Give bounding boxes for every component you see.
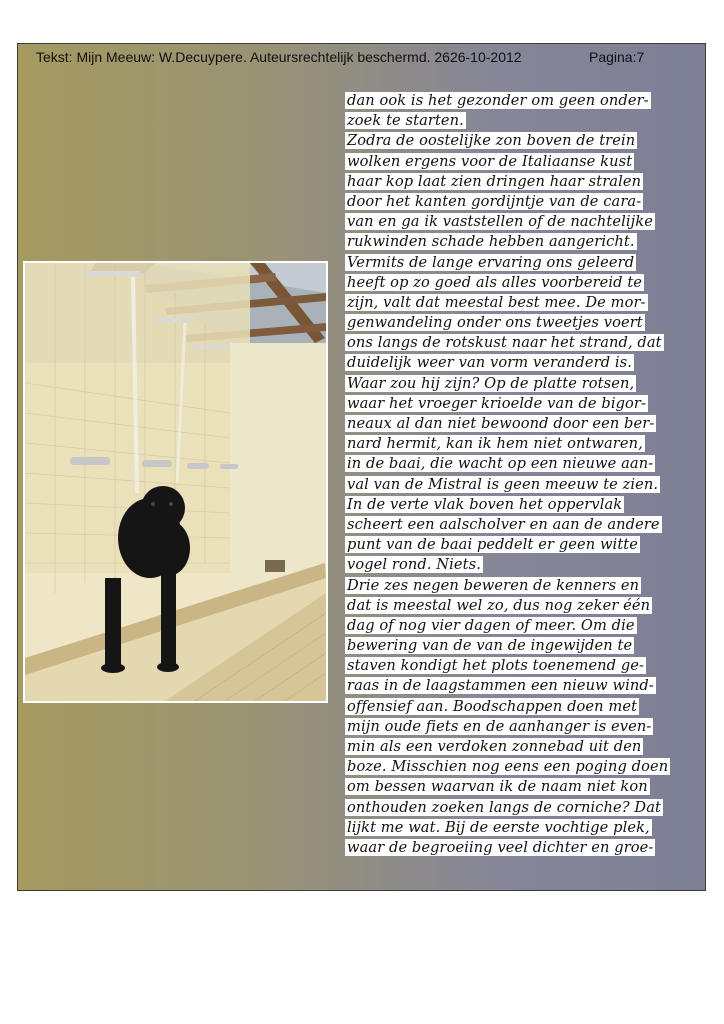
text-line: In de verte vlak boven het oppervlak <box>347 495 623 513</box>
text-line: waar het vroeger krioelde van de bigor- <box>347 394 647 412</box>
text-line: genwandeling onder ons tweetjes voert <box>347 314 643 332</box>
text-line: duidelijk weer van vorm veranderd is. <box>347 354 632 372</box>
text-line: Vermits de lange ervaring ons geleerd <box>347 253 635 271</box>
text-line: Zodra de oostelijke zon boven de trein <box>347 132 636 150</box>
text-line: dag of nog vier dagen of meer. Om die <box>347 616 635 634</box>
text-line: haar kop laat zien dringen haar stralen <box>347 172 642 190</box>
text-line: bewering van de van de ingewijden te <box>347 637 633 655</box>
text-line: boze. Misschien nog eens een poging doen <box>347 758 669 776</box>
text-line: om bessen waarvan ik de naam niet kon <box>347 778 648 796</box>
text-line: punt van de baai peddelt er geen witte <box>347 536 638 554</box>
text-line: neaux al dan niet bewoond door een ber- <box>347 415 655 432</box>
text-line: ons langs de rotskust naar het strand, dat <box>347 334 662 352</box>
text-line: nard hermit, kan ik hem niet ontwaren, <box>347 435 643 453</box>
text-line: van en ga ik vaststellen of de nachtelijke <box>347 213 653 231</box>
text-line: dan ook is het gezonder om geen onder- <box>347 92 649 109</box>
text-line: wolken ergens voor de Italiaanse kust <box>347 152 633 170</box>
text-line: onthouden zoeken langs de corniche? Dat <box>347 798 661 816</box>
text-line: val van de Mistral is geen meeuw te zien. <box>347 475 659 493</box>
text-line: lijkt me wat. Bij de eerste vochtige plek, <box>347 818 650 836</box>
text-line: offensief aan. Boodschappen doen met <box>347 697 638 715</box>
body-text <box>345 90 701 857</box>
text-line: heeft op zo goed als alles voorbereid te <box>347 273 643 291</box>
text-line: door het kanten gordijntje van de cara- <box>347 192 642 210</box>
text-line: min als een verdoken zonnebad uit den <box>347 738 642 755</box>
text-line: scheert een aalscholver en aan de andere <box>347 515 660 533</box>
text-line: in de baai, die wacht op een nieuwe aan- <box>347 455 654 473</box>
text-line: raas in de laagstammen een nieuw wind- <box>347 677 654 695</box>
text-line: waar de begroeiing veel dichter en groe- <box>347 838 654 856</box>
text-line: Drie zes negen beweren de kenners en <box>347 576 640 594</box>
text-line: vogel rond. Niets. <box>347 556 481 574</box>
text-line: zijn, valt dat meestal best mee. De mor- <box>347 293 646 311</box>
page-number: Pagina:7 <box>589 49 645 65</box>
text-line: zoek te starten. <box>347 112 464 130</box>
text-line: dat is meestal wel zo, dus nog zeker één <box>347 596 651 614</box>
text-line: Waar zou hij zijn? Op de platte rotsen, <box>347 374 635 392</box>
text-line: staven kondigt het plots toenemend ge- <box>347 657 645 675</box>
header-text: Tekst: Mijn Meeuw: W.Decuypere. Auteursrechtelijk beschermd. 2626-10-2012 <box>36 49 522 65</box>
text-line: mijn oude fiets en de aanhanger is even- <box>347 717 652 735</box>
dog-shower-photo <box>23 261 328 703</box>
text-line: rukwinden schade hebben aangericht. <box>347 233 635 251</box>
